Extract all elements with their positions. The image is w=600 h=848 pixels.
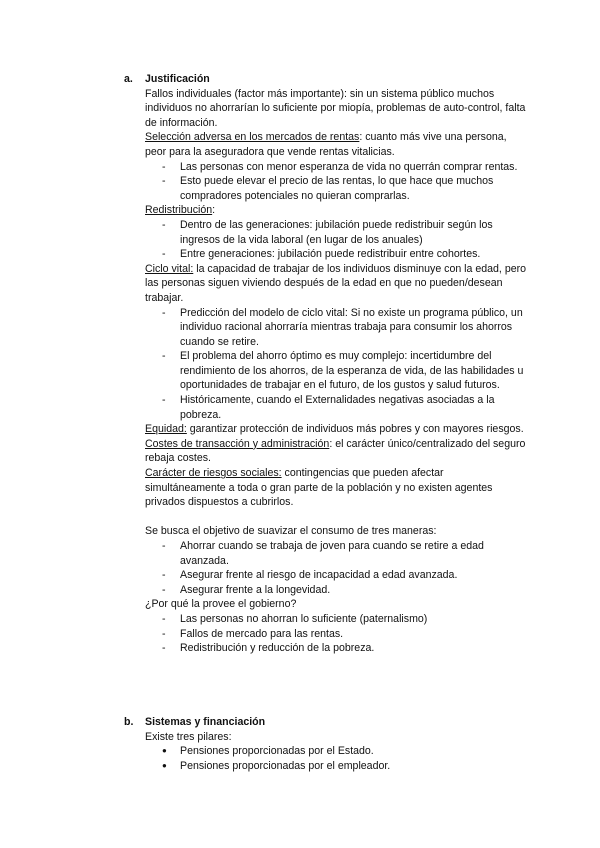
- text-costes: : el carácter único/centralizado del seguro rebaja costes.: [145, 437, 526, 465]
- list-item: - Dentro de las generaciones: jubilación puede redistribuir según los ingresos de la vida laboral (en lugar de los anuales): [145, 218, 527, 247]
- paragraph-fallos: Fallos individuales (factor más importante): sin un sistema público muchos individuos no ahorrarían lo suficiente por miopía, problemas de auto-control, falta de información.: [145, 87, 526, 129]
- paragraph-redistribucion: [145, 203, 527, 218]
- paragraph-equidad: [145, 422, 527, 437]
- list-item: - Asegurar frente al riesgo de incapacidad a edad avanzada.: [145, 568, 527, 583]
- text-riesgos: contingencias que pueden afectar simultáneamente a toda o gran parte de la población y no existen agentes privados dispuestos a cubrirlos.: [145, 467, 493, 509]
- section-a-body: [145, 87, 527, 656]
- paragraph-objetivo: Se busca el objetivo de suavizar el consumo de tres maneras:: [145, 525, 437, 538]
- text-equidad: garantizar protección de individuos más pobres y con mayores riesgos.: [186, 423, 524, 436]
- paragraph-riesgos: [145, 466, 527, 510]
- list-item: - Esto puede elevar el precio de las rentas, lo que hace que muchos compradores potenciales no quieran comprarlas.: [145, 174, 527, 203]
- spacer: [145, 510, 527, 525]
- list-seleccion: [145, 160, 527, 204]
- section-b-heading: [124, 715, 544, 730]
- list-item: - Redistribución y reducción de la pobreza.: [145, 641, 527, 656]
- section-b-label: b.: [124, 716, 134, 728]
- paragraph-ciclo: [145, 262, 527, 306]
- list-ciclo: [145, 306, 527, 423]
- text-ciclo: la capacidad de trabajar de los individuos disminuye con la edad, pero las personas siguen viviendo después de la edad en que no pueden/desean trabajar.: [145, 262, 527, 304]
- term-equidad: Equidad:: [145, 423, 187, 436]
- paragraph-gobierno: ¿Por qué la provee el gobierno?: [145, 598, 297, 611]
- section-a-label: a.: [124, 73, 133, 85]
- list-item: ● Pensiones proporcionadas por el Estado.: [145, 744, 527, 759]
- section-b-body: [145, 730, 527, 774]
- term-riesgos: Carácter de riesgos sociales:: [145, 467, 282, 480]
- list-objetivo: [145, 539, 527, 597]
- list-item: - Predicción del modelo de ciclo vital: Si no existe un programa público, un individuo racional ahorraría mientras trabaja para consumir los ahorros cuando se retire.: [145, 306, 527, 350]
- term-costes: Costes de transacción y administración: [145, 437, 330, 450]
- section-a: [124, 72, 544, 656]
- list-item: - Las personas no ahorran lo suficiente (paternalismo): [145, 612, 527, 627]
- list-item: - Asegurar frente a la longevidad.: [145, 583, 527, 598]
- term-seleccion: Selección adversa en los mercados de rentas: [145, 131, 360, 144]
- section-b-title: Sistemas y financiación: [145, 716, 266, 728]
- section-a-heading: [124, 72, 544, 87]
- list-item: - Fallos de mercado para las rentas.: [145, 627, 527, 642]
- section-b: [124, 715, 544, 773]
- list-pilares: [145, 744, 527, 773]
- list-item: - Entre generaciones: jubilación puede redistribuir entre cohortes.: [145, 247, 527, 262]
- term-redistribucion: Redistribución: [145, 204, 213, 217]
- list-redistribucion: [145, 218, 527, 262]
- term-ciclo: Ciclo vital:: [145, 262, 194, 275]
- section-a-title: Justificación: [145, 73, 210, 85]
- list-item: - Las personas con menor esperanza de vida no querrán comprar rentas.: [145, 160, 527, 175]
- text-seleccion: : cuanto más vive una persona, peor para la aseguradora que vende rentas vitalicias.: [145, 131, 507, 158]
- list-item: ● Pensiones proporcionadas por el empleador.: [145, 759, 527, 774]
- list-item: - Ahorrar cuando se trabaja de joven para cuando se retire a edad avanzada.: [145, 539, 527, 568]
- paragraph-pilares: Existe tres pilares:: [145, 730, 232, 743]
- text-redistribucion: :: [212, 204, 216, 217]
- paragraph-seleccion: [145, 130, 527, 159]
- list-item: - Históricamente, cuando el Externalidades negativas asociadas a la pobreza.: [145, 393, 527, 422]
- paragraph-costes: [145, 437, 527, 466]
- list-item: - El problema del ahorro óptimo es muy complejo: incertidumbre del rendimiento de los ahorros, de la esperanza de vida, de las habilidades u oportunidades de trabajar en el futuro, de los gustos y salud futuros.: [145, 349, 527, 393]
- list-gobierno: [145, 612, 527, 656]
